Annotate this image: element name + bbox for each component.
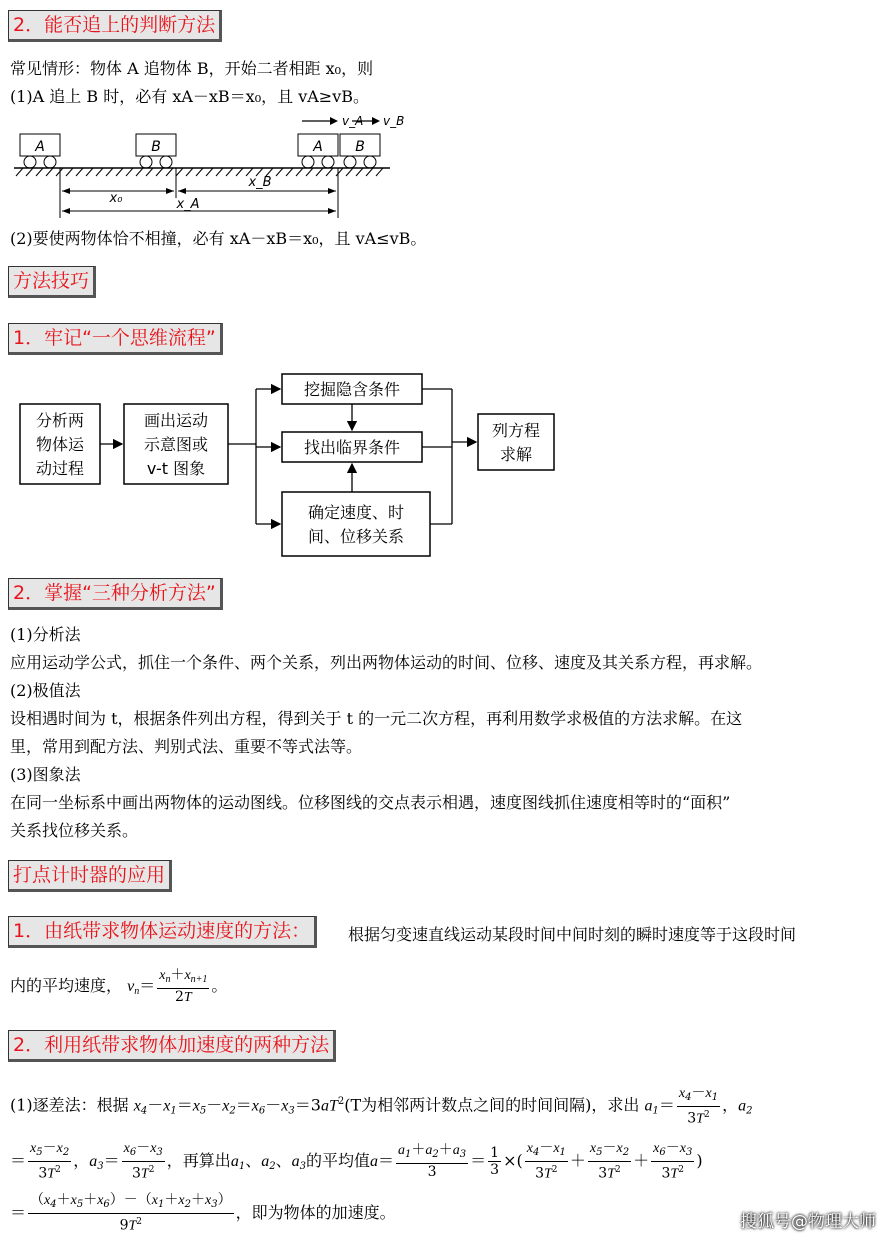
svg-text:确定速度、时: 确定速度、时: [307, 503, 405, 522]
method1-text: 应用运动学公式，抓住一个条件、两个关系，列出两物体运动的时间、位移、速度及其关系方程，再求解。: [10, 653, 763, 672]
svg-text:画出运动: 画出运动: [143, 411, 209, 430]
three-methods-heading: 2．掌握“三种分析方法”: [8, 578, 223, 610]
svg-text:找出临界条件: 找出临界条件: [303, 438, 401, 457]
tips-heading: 方法技巧: [8, 266, 96, 298]
speed-heading: 1．由纸带求物体运动速度的方法：: [8, 916, 317, 948]
speed-text-a: 根据匀变速直线运动某段时间中间时刻的瞬时速度等于这段时间: [348, 925, 797, 944]
catch-condition-2: (2)要使两物体恰不相撞，必有 xA－xB＝x₀，且 vA≤vB。: [10, 229, 427, 248]
xa-label: x_A: [176, 197, 200, 212]
speed-line-2: 内的平均速度， $v_n=$ $\frac{x_n+x_{n+1}}{2T}$ 。: [10, 967, 228, 1005]
svg-text:列方程: 列方程: [491, 421, 541, 440]
method2-text-a: 设相遇时间为 t，根据条件列出方程，得到关于 t 的一元二次方程，再利用数学求极值的方法求解。在这: [10, 709, 743, 728]
vb-label: v_B: [383, 114, 405, 128]
svg-text:A: A: [35, 139, 45, 155]
cart-a-end: [298, 134, 338, 168]
method2-title: (2)极值法: [10, 681, 81, 700]
catch-intro: 常见情形：物体 A 追物体 B，开始二者相距 x₀，则: [10, 59, 374, 78]
timer-heading: 打点计时器的应用: [8, 860, 172, 892]
svg-text:示意图或: 示意图或: [143, 435, 209, 454]
speed-text-b: 内的平均速度，: [10, 976, 123, 995]
va-label: v_A: [342, 114, 364, 128]
method3-title: (3)图象法: [10, 765, 81, 784]
flow-heading: 1．牢记“一个思维流程”: [8, 323, 223, 355]
watermark: 搜狐号@物理大师: [740, 1212, 876, 1232]
svg-text:间、位移关系: 间、位移关系: [307, 527, 405, 546]
svg-text:求解: 求解: [499, 445, 533, 464]
flow-box-relations: [282, 492, 430, 556]
thinking-flowchart: [14, 370, 574, 562]
method3-text-b: 关系找位移关系。: [10, 821, 139, 840]
svg-text:分析两: 分析两: [35, 411, 85, 430]
cart-a-start: [20, 134, 60, 168]
method3-text-a: 在同一坐标系中画出两物体的运动图线。位移图线的交点表示相遇，速度图线抓住速度相等时的“面积”: [10, 793, 731, 812]
x0-label: x₀: [109, 191, 123, 206]
svg-text:物体运: 物体运: [35, 435, 85, 454]
accel-heading: 2．利用纸带求物体加速度的两种方法: [8, 1030, 336, 1062]
svg-text:动过程: 动过程: [35, 459, 85, 478]
catch-heading: 2．能否追上的判断方法: [8, 10, 222, 42]
xb-label: x_B: [248, 175, 272, 190]
accel-line-1: (1)逐差法：根据 $x_4-x_1=x_5-x_2=x_6-x_3=3aT^2(T$为相邻两计数点之间的时间间隔)，求出 $a_1=$ $\frac{x_4-x_1}{3T^2}$ ，$a_2$: [10, 1084, 753, 1127]
accel-line-2: ＝ $\frac{x_5-x_2}{3T^2}$ ，$a_3=$ $\frac{x_6-x_3}{3T^2}$ ，再算出$a_1$、$a_2$、$a_3$的平均值a＝ $\frac{a_1+a_2+a_3}{3}$ ＝ $\frac{1}{3}$ ×( $\frac{x_4-x_1}{3T^2}$ ＋ $\frac{x_5-x_2}{3T^2}$ ＋ $\frac{x_6-x_3}{3T^2}$ ): [10, 1140, 703, 1182]
catch-diagram: [12, 108, 405, 226]
cart-b-end: [340, 134, 380, 168]
svg-text:B: B: [355, 139, 365, 155]
method2-text-b: 里，常用到配方法、判别式法、重要不等式法等。: [10, 737, 363, 756]
cart-b-start: [136, 134, 176, 168]
accel-line-3: ＝ $\frac{(x_4+x_5+x_6)-(x_1+x_2+x_3)}{9T^2}$ ，即为物体的加速度。: [10, 1192, 396, 1234]
svg-text:A: A: [313, 139, 323, 155]
svg-text:B: B: [151, 139, 161, 155]
svg-text:挖掘隐含条件: 挖掘隐含条件: [303, 380, 401, 399]
catch-condition-1: (1)A 追上 B 时，必有 xA－xB＝x₀，且 vA≥vB。: [10, 87, 370, 106]
method1-title: (1)分析法: [10, 625, 81, 644]
svg-text:v-t 图象: v-t 图象: [146, 459, 206, 478]
